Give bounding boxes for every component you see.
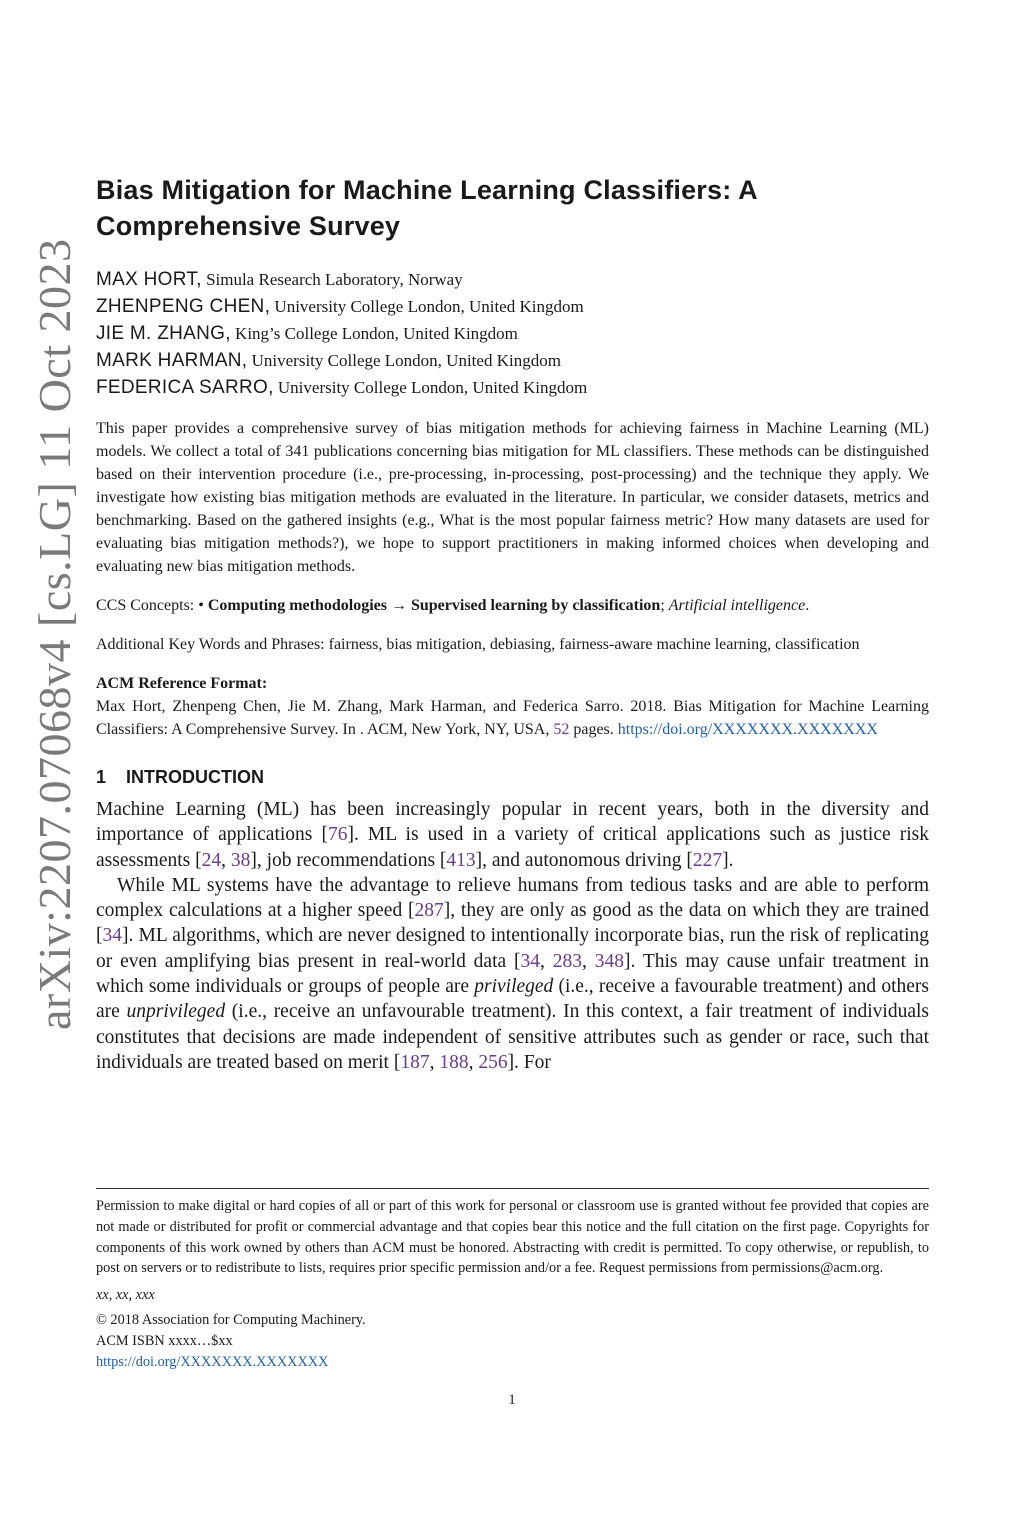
text-run: ], job recommendations [ xyxy=(250,849,447,871)
ccs-separator: ; xyxy=(660,597,669,614)
page-number: 1 xyxy=(508,1392,516,1408)
author-entry xyxy=(96,347,929,374)
author-entry xyxy=(96,266,929,293)
text-run: , xyxy=(540,950,553,972)
citation-link[interactable]: 34 xyxy=(102,925,122,947)
arxiv-identifier-stamp: arXiv:2207.07068v4 [cs.LG] 11 Oct 2023 xyxy=(29,238,80,1030)
citation-link[interactable]: 256 xyxy=(478,1051,508,1073)
copyright-line: © 2018 Association for Computing Machinery. xyxy=(96,1311,366,1328)
author-affiliation: University College London, United Kingdom xyxy=(273,378,588,397)
author-list xyxy=(96,266,929,401)
text-run: ]. For xyxy=(507,1051,551,1073)
author-affiliation: Simula Research Laboratory, Norway xyxy=(201,270,463,289)
venue-placeholder: xx, xx, xxx xyxy=(96,1287,155,1304)
footnote-doi-link[interactable]: https://doi.org/XXXXXXX.XXXXXXX xyxy=(96,1353,329,1370)
page-content xyxy=(96,172,929,1075)
citation-link[interactable]: 24 xyxy=(201,849,222,871)
citation-link[interactable]: 76 xyxy=(327,824,348,846)
text-run: ]. ML is used in a variety of critical applications such as justice risk assessments [ xyxy=(96,824,929,871)
ccs-concept: Computing methodologies → Supervised learning by classification xyxy=(207,597,661,614)
text-run: , xyxy=(429,1051,440,1073)
text-run: ]. ML algorithms, which are never designed to intentionally incorporate bias, run the risk of replicating or even amplifying bias present in real-world data [ xyxy=(96,925,929,972)
pages-link[interactable]: 52 xyxy=(553,721,570,738)
emphasis: privileged xyxy=(474,976,554,998)
citation-link[interactable]: 34 xyxy=(520,950,541,972)
citation-link[interactable]: 348 xyxy=(594,950,624,972)
text-run: ]. xyxy=(722,849,734,871)
author-name: MAX HORT, xyxy=(96,269,202,290)
author-name: FEDERICA SARRO, xyxy=(96,377,274,398)
ccs-end: . xyxy=(805,597,810,614)
text-run: (i.e., receive a favourable treatment) and others are xyxy=(96,976,929,1023)
author-entry xyxy=(96,293,929,320)
citation-link[interactable]: 413 xyxy=(446,849,476,871)
section-number: 1 xyxy=(96,767,107,787)
author-name: MARK HARMAN, xyxy=(96,350,248,371)
permission-footnote xyxy=(96,1188,929,1372)
text-run: , xyxy=(582,950,595,972)
ccs-italic-concept: Artificial intelligence xyxy=(668,597,806,614)
text-run: , xyxy=(221,849,231,871)
citation-link[interactable]: 227 xyxy=(692,849,723,871)
text-run: While ML systems have the advantage to relieve humans from tedious tasks and are able to perform complex calculations at a higher speed [ xyxy=(96,874,929,922)
section-title: INTRODUCTION xyxy=(126,767,264,787)
reference-doi-link[interactable]: https://doi.org/XXXXXXX.XXXXXXX xyxy=(617,721,878,738)
author-affiliation: King’s College London, United Kingdom xyxy=(230,324,518,343)
author-affiliation: University College London, United Kingdom xyxy=(270,297,584,316)
paper-title: Bias Mitigation for Machine Learning Classifiers: A Comprehensive Survey xyxy=(96,175,757,241)
reference-text-block xyxy=(96,695,929,741)
ccs-concepts xyxy=(96,594,929,617)
text-run: Machine Learning (ML) has been increasingly popular in recent years, both in the diversity and importance of applications [ xyxy=(96,799,929,846)
keywords: Additional Key Words and Phrases: fairness, bias mitigation, debiasing, fairness-aware machine learning, classification xyxy=(96,636,860,653)
text-run: , xyxy=(468,1051,479,1073)
citation-link[interactable]: 38 xyxy=(230,849,251,871)
author-name: JIE M. ZHANG, xyxy=(96,323,231,344)
isbn-line: ACM ISBN xxxx…$xx xyxy=(96,1332,233,1349)
author-affiliation: University College London, United Kingdom xyxy=(247,351,561,370)
acm-reference-format xyxy=(96,672,929,741)
permission-statement: Permission to make digital or hard copies of all or part of this work for personal or classroom use is granted without fee provided that copies are not made or distributed for profit or commercial advantage and that copies bear this notice and the full citation on the first page. Copyrights for components of this work owned by others than ACM must be honored. Abstracting with credit is permitted. To copy otherwise, or republish, to post on servers or to redistribute to lists, requires prior specific permission and/or a fee. Request permissions from permissions@acm.org. xyxy=(96,1198,929,1277)
section-heading-introduction xyxy=(96,765,929,789)
author-entry xyxy=(96,374,929,401)
ccs-label: CCS Concepts: • xyxy=(96,597,208,614)
author-entry xyxy=(96,320,929,347)
text-run: (i.e., receive an unfavourable treatment). In this context, a fair treatment of individuals constitutes that decisions are made independent of sensitive attributes such as gender or race, such that individuals are treated based on merit [ xyxy=(96,1001,929,1073)
text-run: ]. This may cause unfair treatment in which some individuals or groups of people are xyxy=(96,950,930,998)
citation-link[interactable]: 187 xyxy=(400,1051,430,1073)
reference-text: Max Hort, Zhenpeng Chen, Jie M. Zhang, Mark Harman, and Federica Sarro. 2018. Bias Mitigation for Machine Learning Classifiers: A Comprehensive Survey. In . ACM, New York, NY, USA, xyxy=(96,698,929,738)
pages-suffix: pages. xyxy=(569,721,618,738)
emphasis: unprivileged xyxy=(126,1001,226,1023)
abstract: This paper provides a comprehensive survey of bias mitigation methods for achieving fairness in Machine Learning (ML) models. We collect a total of 341 publications concerning bias mitigation for ML classifiers. These methods can be distinguished based on their intervention procedure (i.e., pre-processing, in-processing, post-processing) and the technique they apply. We investigate how existing bias mitigation methods are evaluated in the literature. In particular, we consider datasets, metrics and benchmarking. Based on the gathered insights (e.g., What is the most popular fairness metric? How many datasets are used for evaluating bias mitigation methods?), we hope to support practitioners in making informed choices when developing and evaluating new bias mitigation methods. xyxy=(96,420,929,575)
citation-link[interactable]: 283 xyxy=(552,950,582,972)
author-name: ZHENPENG CHEN, xyxy=(96,296,271,317)
reference-heading: ACM Reference Format: xyxy=(96,675,268,692)
citation-link[interactable]: 188 xyxy=(439,1051,469,1073)
citation-link[interactable]: 287 xyxy=(414,900,444,922)
text-run: ], they are only as good as the data on which they are trained [ xyxy=(96,900,929,947)
intro-paragraph-2 xyxy=(96,873,929,1075)
text-run: ], and autonomous driving [ xyxy=(475,849,693,871)
intro-paragraph-1 xyxy=(96,797,929,873)
